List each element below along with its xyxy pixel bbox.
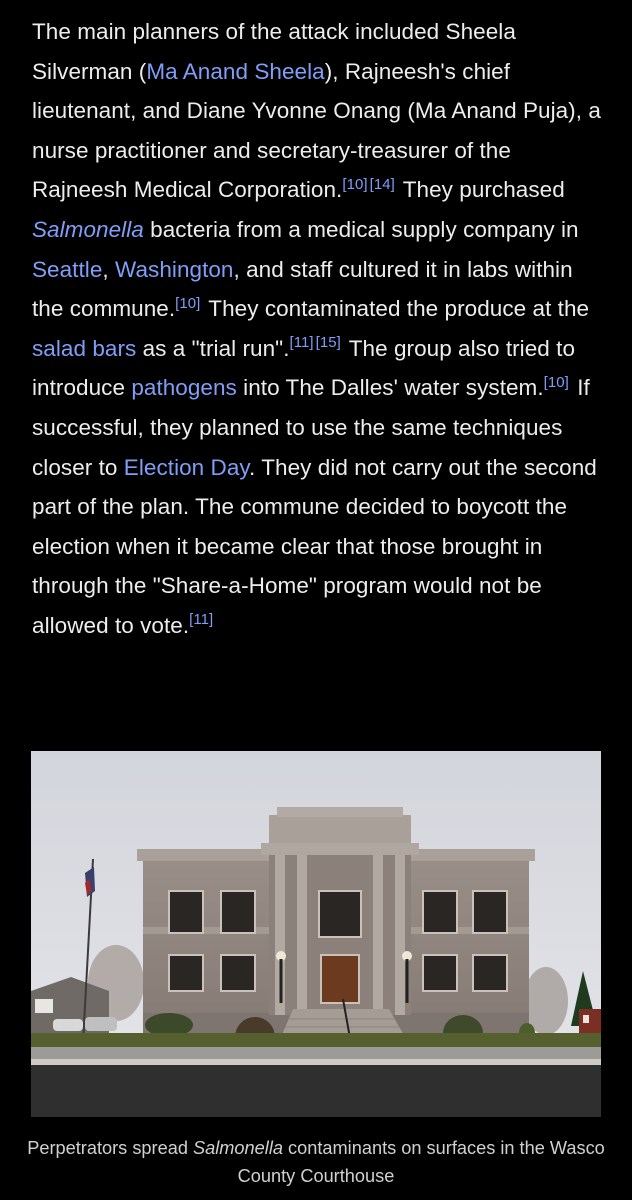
- reference-14[interactable]: [14]: [369, 175, 395, 193]
- link-washington[interactable]: Washington: [115, 256, 234, 282]
- caption-text: Perpetrators spread: [27, 1138, 193, 1158]
- caption-text: contaminants on surfaces in the Wasco County Courthouse: [237, 1138, 605, 1186]
- reference-11[interactable]: [11]: [289, 334, 314, 352]
- courthouse-illustration: [31, 751, 601, 1117]
- text-run: They contaminated the produce at the: [202, 296, 590, 322]
- text-run: The main planners of the attack included Sheela Silverman (: [32, 19, 516, 84]
- reference-10[interactable]: [10]: [342, 175, 368, 193]
- article-body: [32, 12, 604, 646]
- reference-15[interactable]: [15]: [315, 334, 341, 352]
- text-run: bacteria from a medical supply company in: [143, 216, 579, 242]
- curb: [31, 1059, 601, 1065]
- text-run: into The Dalles' water system.: [236, 375, 544, 401]
- link-election-day[interactable]: Election Day: [123, 454, 250, 480]
- reference-11[interactable]: [11]: [189, 611, 214, 629]
- text-run: . They did not carry out the second part of the plan. The commune decided to boycott the election when it became clear that those brought in through the "Share-a-Home" program would not be allowed to vote.: [32, 454, 597, 638]
- caption-emphasis: Salmonella: [193, 1138, 283, 1158]
- sidewalk: [31, 1047, 601, 1059]
- road: [31, 1065, 601, 1117]
- text-run: They purchased: [396, 177, 565, 203]
- link-salmonella-text[interactable]: Salmonella: [32, 216, 144, 242]
- text-run: as a "trial run".: [136, 335, 290, 361]
- lawn: [31, 1033, 601, 1049]
- courthouse-photo[interactable]: [31, 751, 601, 1117]
- figure-caption: [16, 1134, 616, 1190]
- link-salad-bars[interactable]: salad bars: [32, 335, 137, 361]
- text-run: , and staff cultured it in labs within the commune.: [32, 256, 573, 322]
- reference-10[interactable]: [10]: [175, 294, 201, 312]
- link-salmonella[interactable]: [32, 217, 144, 242]
- reference-10[interactable]: [10]: [543, 373, 569, 391]
- text-run: The group also tried to introduce: [32, 335, 576, 401]
- link-pathogens[interactable]: pathogens: [131, 375, 237, 401]
- text-run: If successful, they planned to use the same techniques closer to: [32, 375, 590, 480]
- paragraph: [32, 12, 604, 646]
- link-seattle[interactable]: Seattle: [32, 256, 103, 282]
- link-ma-anand-sheela[interactable]: Ma Anand Sheela: [146, 58, 325, 84]
- text-run: ,: [102, 256, 116, 282]
- text-run: ), Rajneesh's chief lieutenant, and Diane Yvonne Onang (Ma Anand Puja), a nurse practitioner and secretary-treasurer of the Rajneesh Medical Corporation.: [32, 58, 601, 203]
